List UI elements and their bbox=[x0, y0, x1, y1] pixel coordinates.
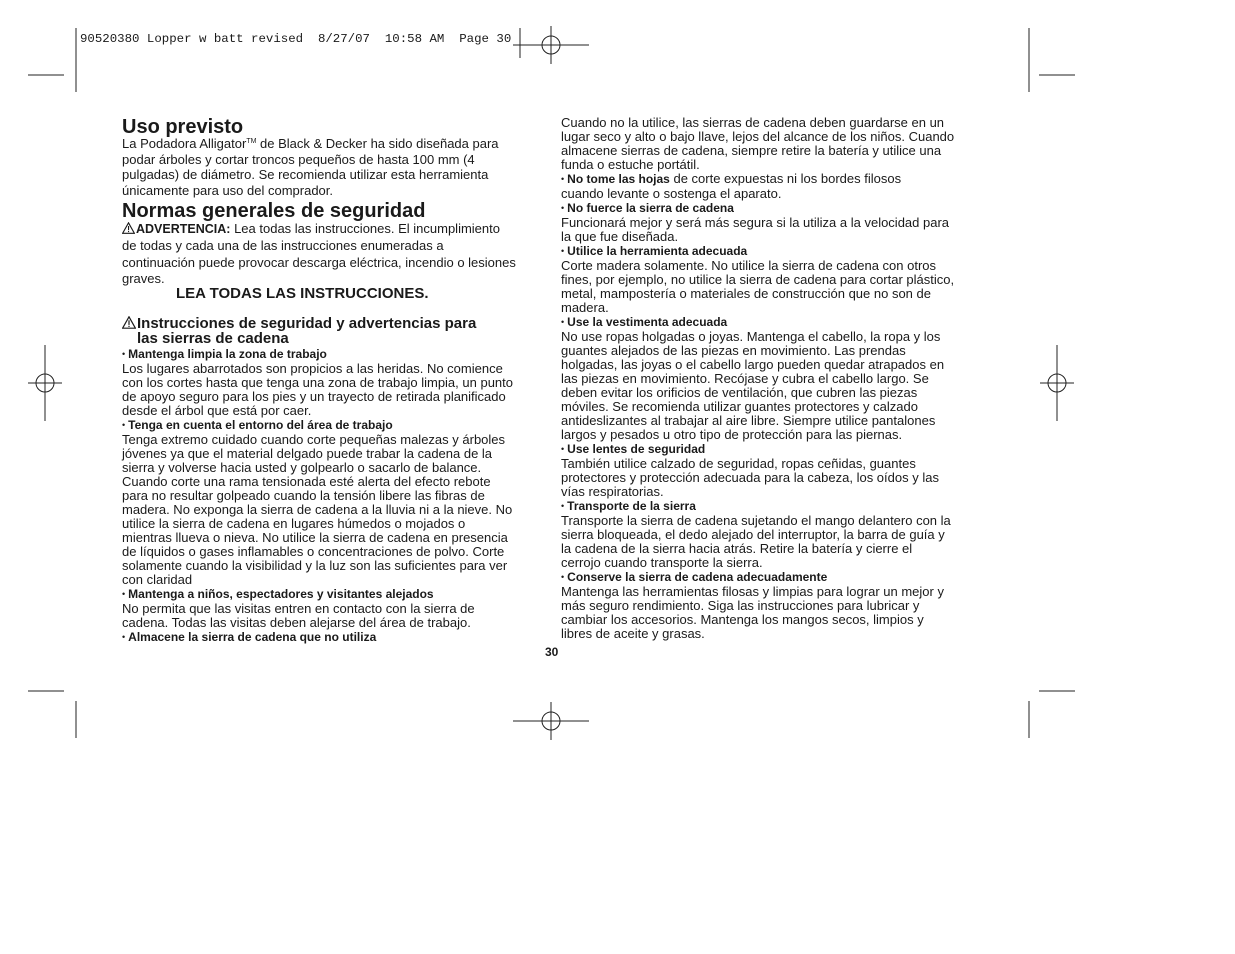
registration-mark-right-icon bbox=[1040, 345, 1074, 421]
item-label: Tenga en cuenta el entorno del área de trabajo bbox=[128, 418, 393, 432]
text-line: de líquidos o gases inflamables o concentraciones de polvo. Corte bbox=[122, 544, 505, 559]
warning-icon bbox=[122, 222, 135, 238]
crop-mark-top-right bbox=[1029, 28, 1075, 92]
text-line: Cuando no la utilice, las sierras de cadena deben guardarse en un bbox=[561, 115, 945, 130]
item-label-line bbox=[561, 201, 734, 216]
bullet: • bbox=[122, 589, 126, 599]
text-line: vías respiratorias. bbox=[561, 484, 664, 499]
text-line: las sierras de cadena bbox=[137, 330, 289, 347]
text-line: la que fue diseñada. bbox=[561, 229, 679, 244]
intro-paragraph bbox=[561, 116, 954, 172]
item-body bbox=[561, 457, 954, 499]
item-body bbox=[561, 187, 954, 201]
text-line bbox=[122, 136, 499, 152]
crop-mark-top-left bbox=[28, 28, 76, 92]
bullet: • bbox=[561, 317, 565, 327]
print-slug: 90520380 Lopper w batt revised 8/27/07 10:58 AM Page 30 bbox=[80, 32, 512, 46]
safety-item bbox=[122, 587, 513, 630]
text-line: Los lugares abarrotados son propicios a las heridas. No comience bbox=[122, 361, 503, 376]
text-line: cadena. Todas las visitas deben alejarse del área de trabajo. bbox=[122, 615, 471, 630]
text-line: más seguro rendimiento. Siga las instrucciones para lubricar y bbox=[561, 598, 920, 613]
text-line: holgadas, las joyas o el cabello largo pueden quedar atrapados en bbox=[561, 357, 945, 372]
safety-item bbox=[561, 172, 954, 201]
item-label-line bbox=[561, 172, 901, 187]
text-line: continuación puede provocar descarga eléctrica, incendio o lesiones bbox=[122, 254, 516, 270]
text-line: funda o estuche portátil. bbox=[561, 157, 700, 172]
text-line: jóvenes ya que el material delgado puede trabar la cadena de la bbox=[122, 446, 493, 461]
right-column bbox=[561, 0, 989, 954]
text-line: pulgadas) de diámetro. Se recomienda utilizar esta herramienta bbox=[122, 167, 489, 183]
item-label-line bbox=[561, 315, 727, 330]
item-body bbox=[561, 514, 954, 570]
subsection-title-instrucciones bbox=[122, 316, 476, 346]
text-line: libres de aceite y grasas. bbox=[561, 626, 705, 641]
item-body bbox=[122, 362, 513, 418]
text-line: de todas y cada una de las instrucciones enumeradas a bbox=[122, 238, 444, 254]
text-run: de corte expuestas ni los bordes filosos bbox=[669, 171, 902, 186]
text-line: deben evitar los orificios de ventilación, que cubren las piezas bbox=[561, 385, 918, 400]
text-line: guantes alejados de las piezas en movimiento. Las prendas bbox=[561, 343, 906, 358]
item-body bbox=[561, 330, 954, 442]
read-all-instructions: LEA TODAS LAS INSTRUCCIONES. bbox=[176, 285, 429, 302]
item-label: Almacene la sierra de cadena que no utiliza bbox=[128, 630, 377, 644]
item-label-line bbox=[561, 499, 696, 514]
item-label: Use lentes de seguridad bbox=[567, 442, 706, 456]
text-line: graves. bbox=[122, 270, 165, 286]
safety-item bbox=[561, 244, 954, 315]
text-line: la cadena de la sierra hacia atrás. Retire la batería y cierre el bbox=[561, 541, 913, 556]
section-title-normas: Normas generales de seguridad bbox=[122, 200, 426, 222]
section-title-uso-previsto: Uso previsto bbox=[122, 116, 244, 138]
text-line: largos y pesados u otro tipo de protección para las piernas. bbox=[561, 427, 903, 442]
item-label-line bbox=[122, 347, 327, 362]
text-line: protectores y protección adecuada para la cabeza, los oídos y las bbox=[561, 470, 939, 485]
safety-item bbox=[561, 201, 954, 244]
bullet: • bbox=[561, 572, 565, 582]
warning-paragraph bbox=[122, 221, 516, 287]
item-label: No tome las hojas bbox=[567, 172, 670, 186]
text-line: Tenga extremo cuidado cuando corte pequeñas malezas y árboles bbox=[122, 432, 506, 447]
safety-item bbox=[122, 347, 513, 418]
uso-previsto-lines bbox=[122, 152, 499, 199]
left-safety-items bbox=[122, 347, 513, 645]
text-line: para no resultar golpeado cuando la tensión libere las fibras de bbox=[122, 488, 485, 503]
text-line: Mantenga las herramientas filosas y limpias para lograr un mejor y bbox=[561, 584, 944, 599]
text-line: mientras llueva o nieva. No utilice la sierra de cadena en presencia bbox=[122, 530, 508, 545]
text-line: sierra bloqueada, el dedo alejado del interruptor, la barra de guía y bbox=[561, 527, 945, 542]
text-line: madera. bbox=[561, 300, 609, 315]
text-line bbox=[122, 221, 500, 238]
bullet: • bbox=[561, 174, 565, 184]
text-line: metal, mampostería o materiales de construcción que no son de bbox=[561, 286, 931, 301]
text-line: podar árboles y cortar troncos pequeños de hasta 100 mm (4 bbox=[122, 151, 475, 167]
safety-item bbox=[122, 418, 513, 587]
text-line: con los cortes hasta que tenga una zona de trabajo limpia, un punto bbox=[122, 375, 513, 390]
item-label: Mantenga limpia la zona de trabajo bbox=[128, 347, 327, 361]
item-label: Utilice la herramienta adecuada bbox=[567, 244, 748, 258]
text-line: Funcionará mejor y será más segura si la utiliza a la velocidad para bbox=[561, 215, 950, 230]
safety-item bbox=[561, 499, 954, 570]
text-line: cambiar los accesorios. Mantenga los mangos secos, limpios y bbox=[561, 612, 924, 627]
safety-item bbox=[561, 442, 954, 499]
right-column-flow bbox=[561, 116, 954, 641]
item-body bbox=[122, 602, 513, 630]
bullet: • bbox=[122, 632, 126, 642]
item-label: Transporte de la sierra bbox=[567, 499, 696, 513]
crop-mark-bottom-right bbox=[1029, 691, 1075, 738]
page-number: 30 bbox=[545, 645, 559, 659]
item-label: No fuerce la sierra de cadena bbox=[567, 201, 734, 215]
text-line: antideslizantes al trabajar al aire libre. Siempre utilice pantalones bbox=[561, 413, 936, 428]
text-line: sierra y volverse hacia usted y golpearlo o sacarlo de balance. bbox=[122, 460, 482, 475]
crop-mark-bottom-left bbox=[28, 691, 76, 738]
item-label: Mantenga a niños, espectadores y visitantes alejados bbox=[128, 587, 434, 601]
item-label-line bbox=[561, 244, 747, 259]
text-line: cerrojo cuando transporte la sierra. bbox=[561, 555, 763, 570]
text-line: utilice la sierra de cadena en lugares húmedos o mojados o bbox=[122, 516, 466, 531]
text-line: No use ropas holgadas o joyas. Mantenga el cabello, la ropa y los bbox=[561, 329, 941, 344]
text-run: de Black & Decker ha sido diseñada para bbox=[256, 136, 499, 151]
text-line: lugar seco y alto o bajo llave, lejos del alcance de los niños. Cuando bbox=[561, 129, 955, 144]
item-label-line bbox=[561, 570, 827, 585]
text-line: Transporte la sierra de cadena sujetando el mango delantero con la bbox=[561, 513, 951, 528]
text-line: móviles. Se recomienda utilizar guantes protectores y calzado bbox=[561, 399, 918, 414]
text-line: Corte madera solamente. No utilice la sierra de cadena con otros bbox=[561, 258, 937, 273]
item-body bbox=[561, 585, 954, 641]
warning-icon bbox=[122, 316, 136, 332]
text-line: fines, por ejemplo, no utilice la sierra de cadena para cortar plástico, bbox=[561, 272, 955, 287]
bullet: • bbox=[561, 444, 565, 454]
trademark-mark: TM bbox=[246, 138, 257, 145]
text-line: madera. No exponga la sierra de cadena a la lluvia ni a la nieve. No bbox=[122, 502, 513, 517]
text-line: únicamente para uso del comprador. bbox=[122, 182, 334, 198]
text-run: Lea todas las instrucciones. El incumplimiento bbox=[230, 221, 500, 236]
bullet: • bbox=[561, 501, 565, 511]
item-label-line bbox=[122, 630, 376, 645]
text-line: solamente cuando la visibilidad y la luz son las suficientes para ver bbox=[122, 558, 508, 573]
item-label-line bbox=[122, 587, 434, 602]
item-body bbox=[561, 259, 954, 315]
warning-label: ADVERTENCIA: bbox=[136, 222, 231, 236]
text-line: También utilice calzado de seguridad, ropas ceñidas, guantes bbox=[561, 456, 916, 471]
item-label-line bbox=[561, 442, 705, 457]
registration-mark-left-icon bbox=[28, 345, 62, 421]
text-line: con claridad bbox=[122, 572, 193, 587]
item-body bbox=[122, 433, 513, 587]
text-line: desde el árbol que está por caer. bbox=[122, 403, 312, 418]
bullet: • bbox=[561, 203, 565, 213]
text-line: de apoyo seguro para los pies y un trayecto de retirada planificado bbox=[122, 389, 506, 404]
uso-previsto-body bbox=[122, 136, 499, 198]
safety-item bbox=[122, 630, 513, 645]
text-run: La Podadora Alligator bbox=[122, 136, 247, 151]
left-column bbox=[122, 0, 546, 954]
bullet: • bbox=[122, 349, 126, 359]
item-label: Use la vestimenta adecuada bbox=[567, 315, 728, 329]
safety-item bbox=[561, 315, 954, 442]
item-body bbox=[561, 216, 954, 244]
bullet: • bbox=[122, 420, 126, 430]
safety-item bbox=[561, 570, 954, 641]
text-run: Instrucciones de seguridad y advertencias para bbox=[137, 315, 477, 332]
text-line: las piezas en movimiento. Recójase y cubra el cabello largo. Se bbox=[561, 371, 929, 386]
text-line: almacene sierras de cadena, siempre retire la batería y utilice una bbox=[561, 143, 942, 158]
bullet: • bbox=[561, 246, 565, 256]
warning-lines bbox=[122, 238, 516, 287]
text-line: cuando levante o sostenga el aparato. bbox=[561, 186, 782, 201]
item-label: Conserve la sierra de cadena adecuadamente bbox=[567, 570, 828, 584]
text-line: No permita que las visitas entren en contacto con la sierra de bbox=[122, 601, 475, 616]
item-label-line bbox=[122, 418, 393, 433]
text-line: Cuando corte una rama tensionada esté alerta del efecto rebote bbox=[122, 474, 491, 489]
